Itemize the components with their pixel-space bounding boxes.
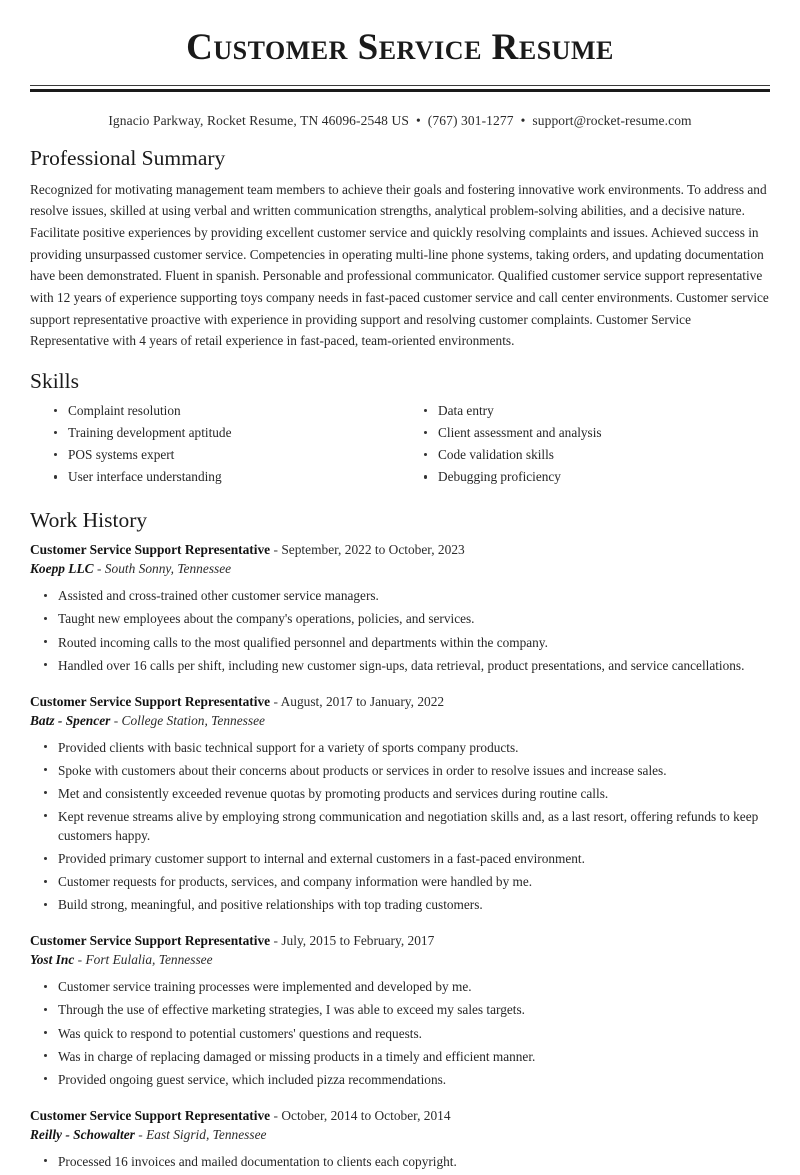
list-item: Kept revenue streams alive by employing strong communication and negotiation skills and, as a last resort, offering refunds to keep customers happy.	[58, 807, 770, 850]
list-item: Customer service training processes were implemented and developed by me.	[58, 977, 770, 1000]
job-title: Customer Service Support Representative	[30, 542, 271, 558]
job-dates: August, 2017 to January, 2022	[280, 693, 445, 709]
list-item: Taught new employees about the company's operations, policies, and services.	[58, 609, 770, 632]
resume-page	[0, 27, 800, 1169]
list-item: Training development aptitude	[68, 424, 400, 446]
job-company: Reilly - Schowalter	[30, 1126, 135, 1142]
job-company: Batz - Spencer	[30, 712, 111, 728]
job-title: Customer Service Support Representative	[30, 1107, 271, 1123]
contact-line	[30, 113, 770, 129]
job-dash: -	[273, 542, 278, 558]
job-location: Fort Eulalia, Tennessee	[85, 952, 213, 968]
section-professional-summary	[30, 145, 770, 352]
job-bullets	[30, 586, 770, 678]
page-title: Customer Service Resume	[186, 27, 614, 68]
section-work-history	[30, 507, 770, 1175]
list-item: Complaint resolution	[68, 402, 400, 424]
work-history-heading: Work History	[30, 507, 148, 532]
list-item: Spoke with customers about their concerns about products or services in order to resolve issues and increase sales.	[58, 761, 770, 784]
job-dash: -	[138, 1126, 143, 1142]
skills-list-left	[40, 402, 400, 491]
list-item: Customer requests for products, services, and company information were handled by me.	[58, 872, 770, 895]
job-dash: -	[273, 693, 278, 709]
list-item: Provided primary customer support to internal and external customers in a fast-paced environment.	[58, 849, 770, 872]
skills-list-right	[410, 402, 770, 491]
job-title-line	[30, 931, 770, 950]
list-item: Was in charge of replacing damaged or missing products in a timely and efficient manner.	[58, 1047, 770, 1070]
job-title: Customer Service Support Representative	[30, 933, 271, 949]
skills-column-right	[400, 402, 770, 491]
list-item: Code validation skills	[438, 446, 770, 468]
list-item: Build strong, meaningful, and positive relationships with top trading customers.	[58, 895, 770, 918]
job-location: East Sigrid, Tennessee	[146, 1126, 267, 1142]
list-item: Routed incoming calls to the most qualified personnel and departments within the company.	[58, 633, 770, 656]
job-company-line	[30, 950, 770, 969]
job-title-line	[30, 1106, 770, 1125]
list-item: Processed 16 invoices and mailed documentation to clients each copyright.	[58, 1152, 770, 1175]
job-title-line	[30, 692, 770, 711]
contact-address: Ignacio Parkway, Rocket Resume, TN 46096-2548 US	[108, 112, 409, 128]
list-item: User interface understanding	[68, 468, 400, 490]
job-entry	[30, 931, 770, 1092]
list-item: Met and consistently exceeded revenue quotas by promoting products and services during routine calls.	[58, 784, 770, 807]
list-item: Assisted and cross-trained other customer service managers.	[58, 586, 770, 609]
list-item: Handled over 16 calls per shift, including new customer sign-ups, data retrieval, product presentations, and service cancellations.	[58, 656, 770, 679]
skills-heading: Skills	[30, 368, 79, 393]
job-title-line	[30, 540, 770, 559]
job-dash: -	[77, 952, 83, 968]
contact-separator-2: •	[520, 112, 526, 128]
job-title: Customer Service Support Representative	[30, 693, 271, 709]
job-dates: July, 2015 to February, 2017	[281, 933, 435, 949]
job-entry	[30, 540, 770, 678]
divider-line-thick	[30, 89, 770, 92]
header-divider	[30, 85, 770, 92]
job-bullets	[30, 738, 770, 919]
job-entry	[30, 1106, 770, 1175]
job-dash: -	[273, 1107, 278, 1123]
contact-separator-1: •	[415, 112, 421, 128]
job-entry	[30, 692, 770, 919]
job-bullets	[30, 1152, 770, 1175]
list-item: Provided clients with basic technical support for a variety of sports company products.	[58, 738, 770, 761]
job-bullets	[30, 977, 770, 1092]
list-item: Was quick to respond to potential customers' questions and requests.	[58, 1024, 770, 1047]
summary-text: Recognized for motivating management team members to achieve their goals and fostering innovative work environments. To address and resolve issues, skilled at using verbal and written communication strengths, analytical problem-solving abilities, and a decisive nature. Facilitate positive experiences by providing excellent customer service and quickly resolving complaints and issues. Achieved success in providing unsurpassed customer service. Competencies in operating multi-line phone systems, taking orders, and updating documentation have been demonstrated. Fluent in spanish. Personable and professional communicator. Qualified customer service support representative with 12 years of experience supporting toys company needs in fast-paced customer service and call center environments. Customer service support representative proactive with experience in providing support and resolving customer complaints. Customer Service Representative with 4 years of retail experience in fast-paced, team-oriented environments.	[30, 181, 769, 349]
job-location: South Sonny, Tennessee	[104, 561, 232, 577]
list-item: Debugging proficiency	[438, 468, 770, 490]
job-dates: September, 2022 to October, 2023	[281, 542, 465, 558]
skills-column-left	[30, 402, 400, 491]
list-item: Provided ongoing guest service, which included pizza recommendations.	[58, 1070, 770, 1093]
job-company-line	[30, 711, 770, 730]
job-company: Koepp LLC	[30, 561, 94, 577]
job-dash: -	[96, 561, 102, 577]
list-item: POS systems expert	[68, 446, 400, 468]
job-dash: -	[273, 933, 278, 949]
list-item: Through the use of effective marketing strategies, I was able to exceed my sales targets.	[58, 1000, 770, 1023]
section-skills	[30, 368, 770, 491]
job-company: Yost Inc	[30, 952, 75, 968]
job-company-line	[30, 559, 770, 578]
summary-heading: Professional Summary	[30, 145, 226, 170]
list-item: Data entry	[438, 402, 770, 424]
list-item: Client assessment and analysis	[438, 424, 770, 446]
job-dash: -	[113, 712, 119, 728]
contact-email[interactable]: support@rocket-resume.com	[532, 112, 692, 128]
contact-phone: (767) 301-1277	[427, 112, 514, 128]
job-dates: October, 2014 to October, 2014	[281, 1107, 451, 1123]
job-location: College Station, Tennessee	[121, 712, 265, 728]
skills-columns	[30, 402, 770, 491]
job-company-line	[30, 1125, 770, 1144]
